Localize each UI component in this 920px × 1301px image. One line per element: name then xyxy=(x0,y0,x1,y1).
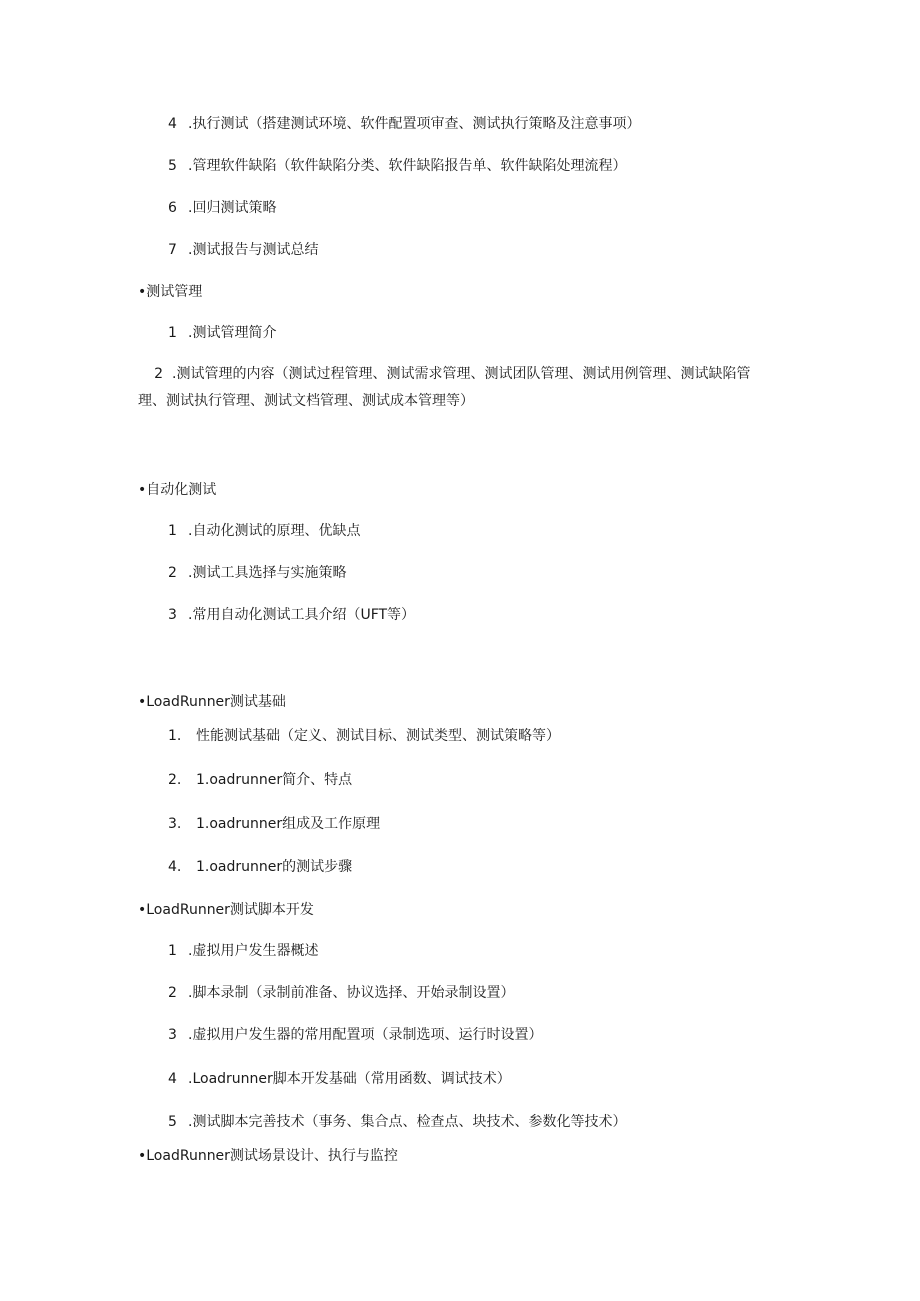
item-number: 2 xyxy=(168,985,177,1001)
list-item xyxy=(168,983,514,1003)
list-item xyxy=(168,1025,542,1045)
item-text: .虚拟用户发生器的常用配置项（录制选项、运行时设置） xyxy=(188,1027,543,1043)
item-number: 2. xyxy=(168,772,182,788)
item-text: .回归测试策略 xyxy=(188,200,277,216)
list-item xyxy=(168,156,626,176)
list-item xyxy=(168,198,276,218)
item-text: 1.oadrunner简介、特点 xyxy=(196,772,353,788)
item-text: .测试管理的内容（测试过程管理、测试需求管理、测试团队管理、测试用例管理、测试缺陷管理、测试执行管理、测试文档管理、测试成本管理等） xyxy=(138,366,751,409)
item-number: 1 xyxy=(168,943,177,959)
item-number: 1 xyxy=(168,523,177,539)
list-item xyxy=(168,114,640,134)
list-item xyxy=(168,941,318,961)
item-number: 3 xyxy=(168,607,177,623)
section-heading-automation: •自动化测试 xyxy=(138,482,217,498)
item-number: 1 xyxy=(168,325,177,341)
item-text: .虚拟用户发生器概述 xyxy=(188,943,319,959)
list-item xyxy=(168,521,360,541)
item-text: 性能测试基础（定义、测试目标、测试类型、测试策略等） xyxy=(196,728,560,744)
list-item xyxy=(168,1069,511,1089)
item-text: 1.oadrunner组成及工作原理 xyxy=(196,816,381,832)
list-item xyxy=(168,770,352,790)
section-heading-lr-script: •LoadRunner测试脚本开发 xyxy=(138,902,314,918)
item-number: 4 xyxy=(168,116,177,132)
section-heading-lr-basics: •LoadRunner测试基础 xyxy=(138,694,286,710)
section-heading-test-management: •测试管理 xyxy=(138,284,203,300)
item-number: 2 xyxy=(168,565,177,581)
item-number: 3 xyxy=(168,1027,177,1043)
item-text: .Loadrunner脚本开发基础（常用函数、调试技术） xyxy=(188,1071,511,1087)
section-heading-lr-scenario: •LoadRunner测试场景设计、执行与监控 xyxy=(138,1148,398,1164)
list-item xyxy=(168,857,352,877)
list-item xyxy=(168,605,415,625)
list-item xyxy=(168,323,276,343)
item-text: .执行测试（搭建测试环境、软件配置项审查、测试执行策略及注意事项） xyxy=(188,116,641,132)
item-text: .测试报告与测试总结 xyxy=(188,242,319,258)
item-number: 7 xyxy=(168,242,177,258)
item-text: 1.oadrunner的测试步骤 xyxy=(196,859,353,875)
list-item xyxy=(168,1112,626,1132)
item-text: .自动化测试的原理、优缺点 xyxy=(188,523,361,539)
item-text: .管理软件缺陷（软件缺陷分类、软件缺陷报告单、软件缺陷处理流程） xyxy=(188,158,627,174)
list-item xyxy=(168,563,346,583)
list-item xyxy=(168,814,380,834)
item-number: 4 xyxy=(168,1071,177,1087)
item-text: .脚本录制（录制前准备、协议选择、开始录制设置） xyxy=(188,985,515,1001)
item-number-text: 2 xyxy=(154,366,164,382)
item-number xyxy=(138,361,172,388)
item-number: 5 xyxy=(168,1114,177,1130)
item-text: .测试管理简介 xyxy=(188,325,277,341)
item-text: .测试工具选择与实施策略 xyxy=(188,565,347,581)
item-number: 1. xyxy=(168,728,182,744)
list-item xyxy=(168,726,560,746)
item-number: 3. xyxy=(168,816,182,832)
item-number: 5 xyxy=(168,158,177,174)
list-item xyxy=(168,240,318,260)
item-number: 4. xyxy=(168,859,182,875)
item-text: .测试脚本完善技术（事务、集合点、检查点、块技术、参数化等技术） xyxy=(188,1114,627,1130)
item-number: 6 xyxy=(168,200,177,216)
item-text: .常用自动化测试工具介绍（UFT等） xyxy=(188,607,416,623)
list-item-wrapped xyxy=(138,361,778,415)
